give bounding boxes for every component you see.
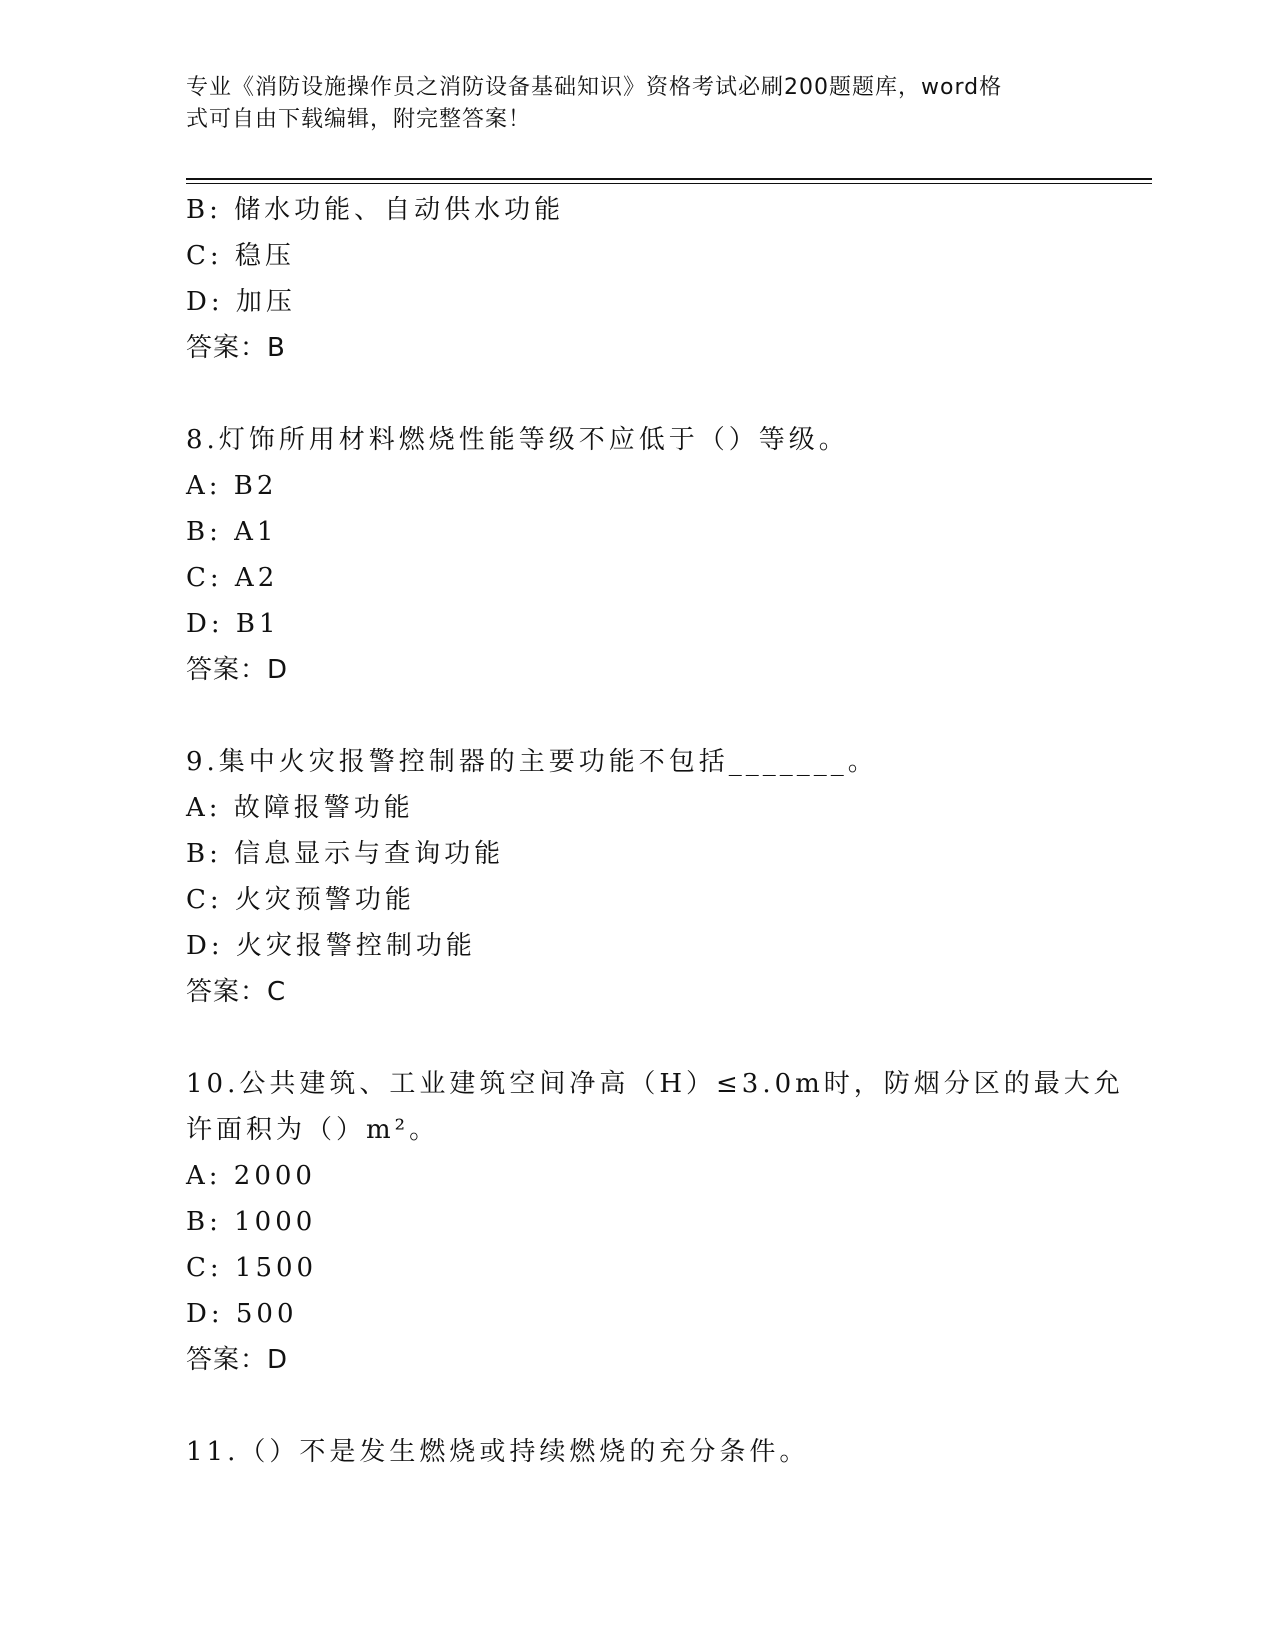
option-c: C: 稳压 bbox=[186, 241, 295, 271]
answer: 答案：D bbox=[186, 655, 289, 685]
option-c: C: A2 bbox=[186, 563, 279, 593]
question-stem-line-1: 10.公共建筑、工业建筑空间净高（H）≤3.0m时，防烟分区的最大允 bbox=[186, 1069, 1124, 1099]
document-header bbox=[186, 72, 1066, 136]
option-a: A: 故障报警功能 bbox=[186, 793, 414, 823]
option-b: B: 1000 bbox=[186, 1207, 317, 1237]
question-stem-line-2: 许面积为（）m²。 bbox=[186, 1115, 440, 1145]
option-d: D: B1 bbox=[186, 609, 280, 639]
question-11 bbox=[186, 1429, 1086, 1475]
answer: 答案：B bbox=[186, 333, 286, 363]
question-8 bbox=[186, 417, 1086, 693]
question-list bbox=[186, 187, 1124, 1475]
spacer bbox=[186, 1383, 1086, 1429]
spacer bbox=[186, 1015, 1086, 1061]
question-10 bbox=[186, 1061, 1124, 1383]
question-stem: 9.集中火灾报警控制器的主要功能不包括_______。 bbox=[186, 747, 878, 777]
question-7-tail bbox=[186, 187, 1086, 371]
spacer bbox=[186, 693, 1086, 739]
option-a: A: B2 bbox=[186, 471, 278, 501]
header-line-2: 式可自由下载编辑，附完整答案！ bbox=[186, 107, 532, 132]
header-divider-thick bbox=[186, 178, 1152, 180]
answer: 答案：C bbox=[186, 977, 287, 1007]
question-stem: 11.（）不是发生燃烧或持续燃烧的充分条件。 bbox=[186, 1437, 810, 1467]
option-b: B: 信息显示与查询功能 bbox=[186, 839, 505, 869]
option-b: B: 储水功能、自动供水功能 bbox=[186, 195, 565, 225]
option-c: C: 火灾预警功能 bbox=[186, 885, 415, 915]
answer: 答案：D bbox=[186, 1345, 289, 1375]
question-stem: 8.灯饰所用材料燃烧性能等级不应低于（）等级。 bbox=[186, 425, 849, 455]
option-d: D: 火灾报警控制功能 bbox=[186, 931, 476, 961]
header-line-1: 专业《消防设施操作员之消防设备基础知识》资格考试必刷200题题库，word格 bbox=[186, 75, 1003, 100]
option-d: D: 500 bbox=[186, 1299, 298, 1329]
header-divider-thin bbox=[186, 183, 1152, 184]
option-a: A: 2000 bbox=[186, 1161, 316, 1191]
option-c: C: 1500 bbox=[186, 1253, 318, 1283]
option-d: D: 加压 bbox=[186, 287, 296, 317]
spacer bbox=[186, 371, 1086, 417]
option-b: B: A1 bbox=[186, 517, 278, 547]
question-9 bbox=[186, 739, 1086, 1015]
